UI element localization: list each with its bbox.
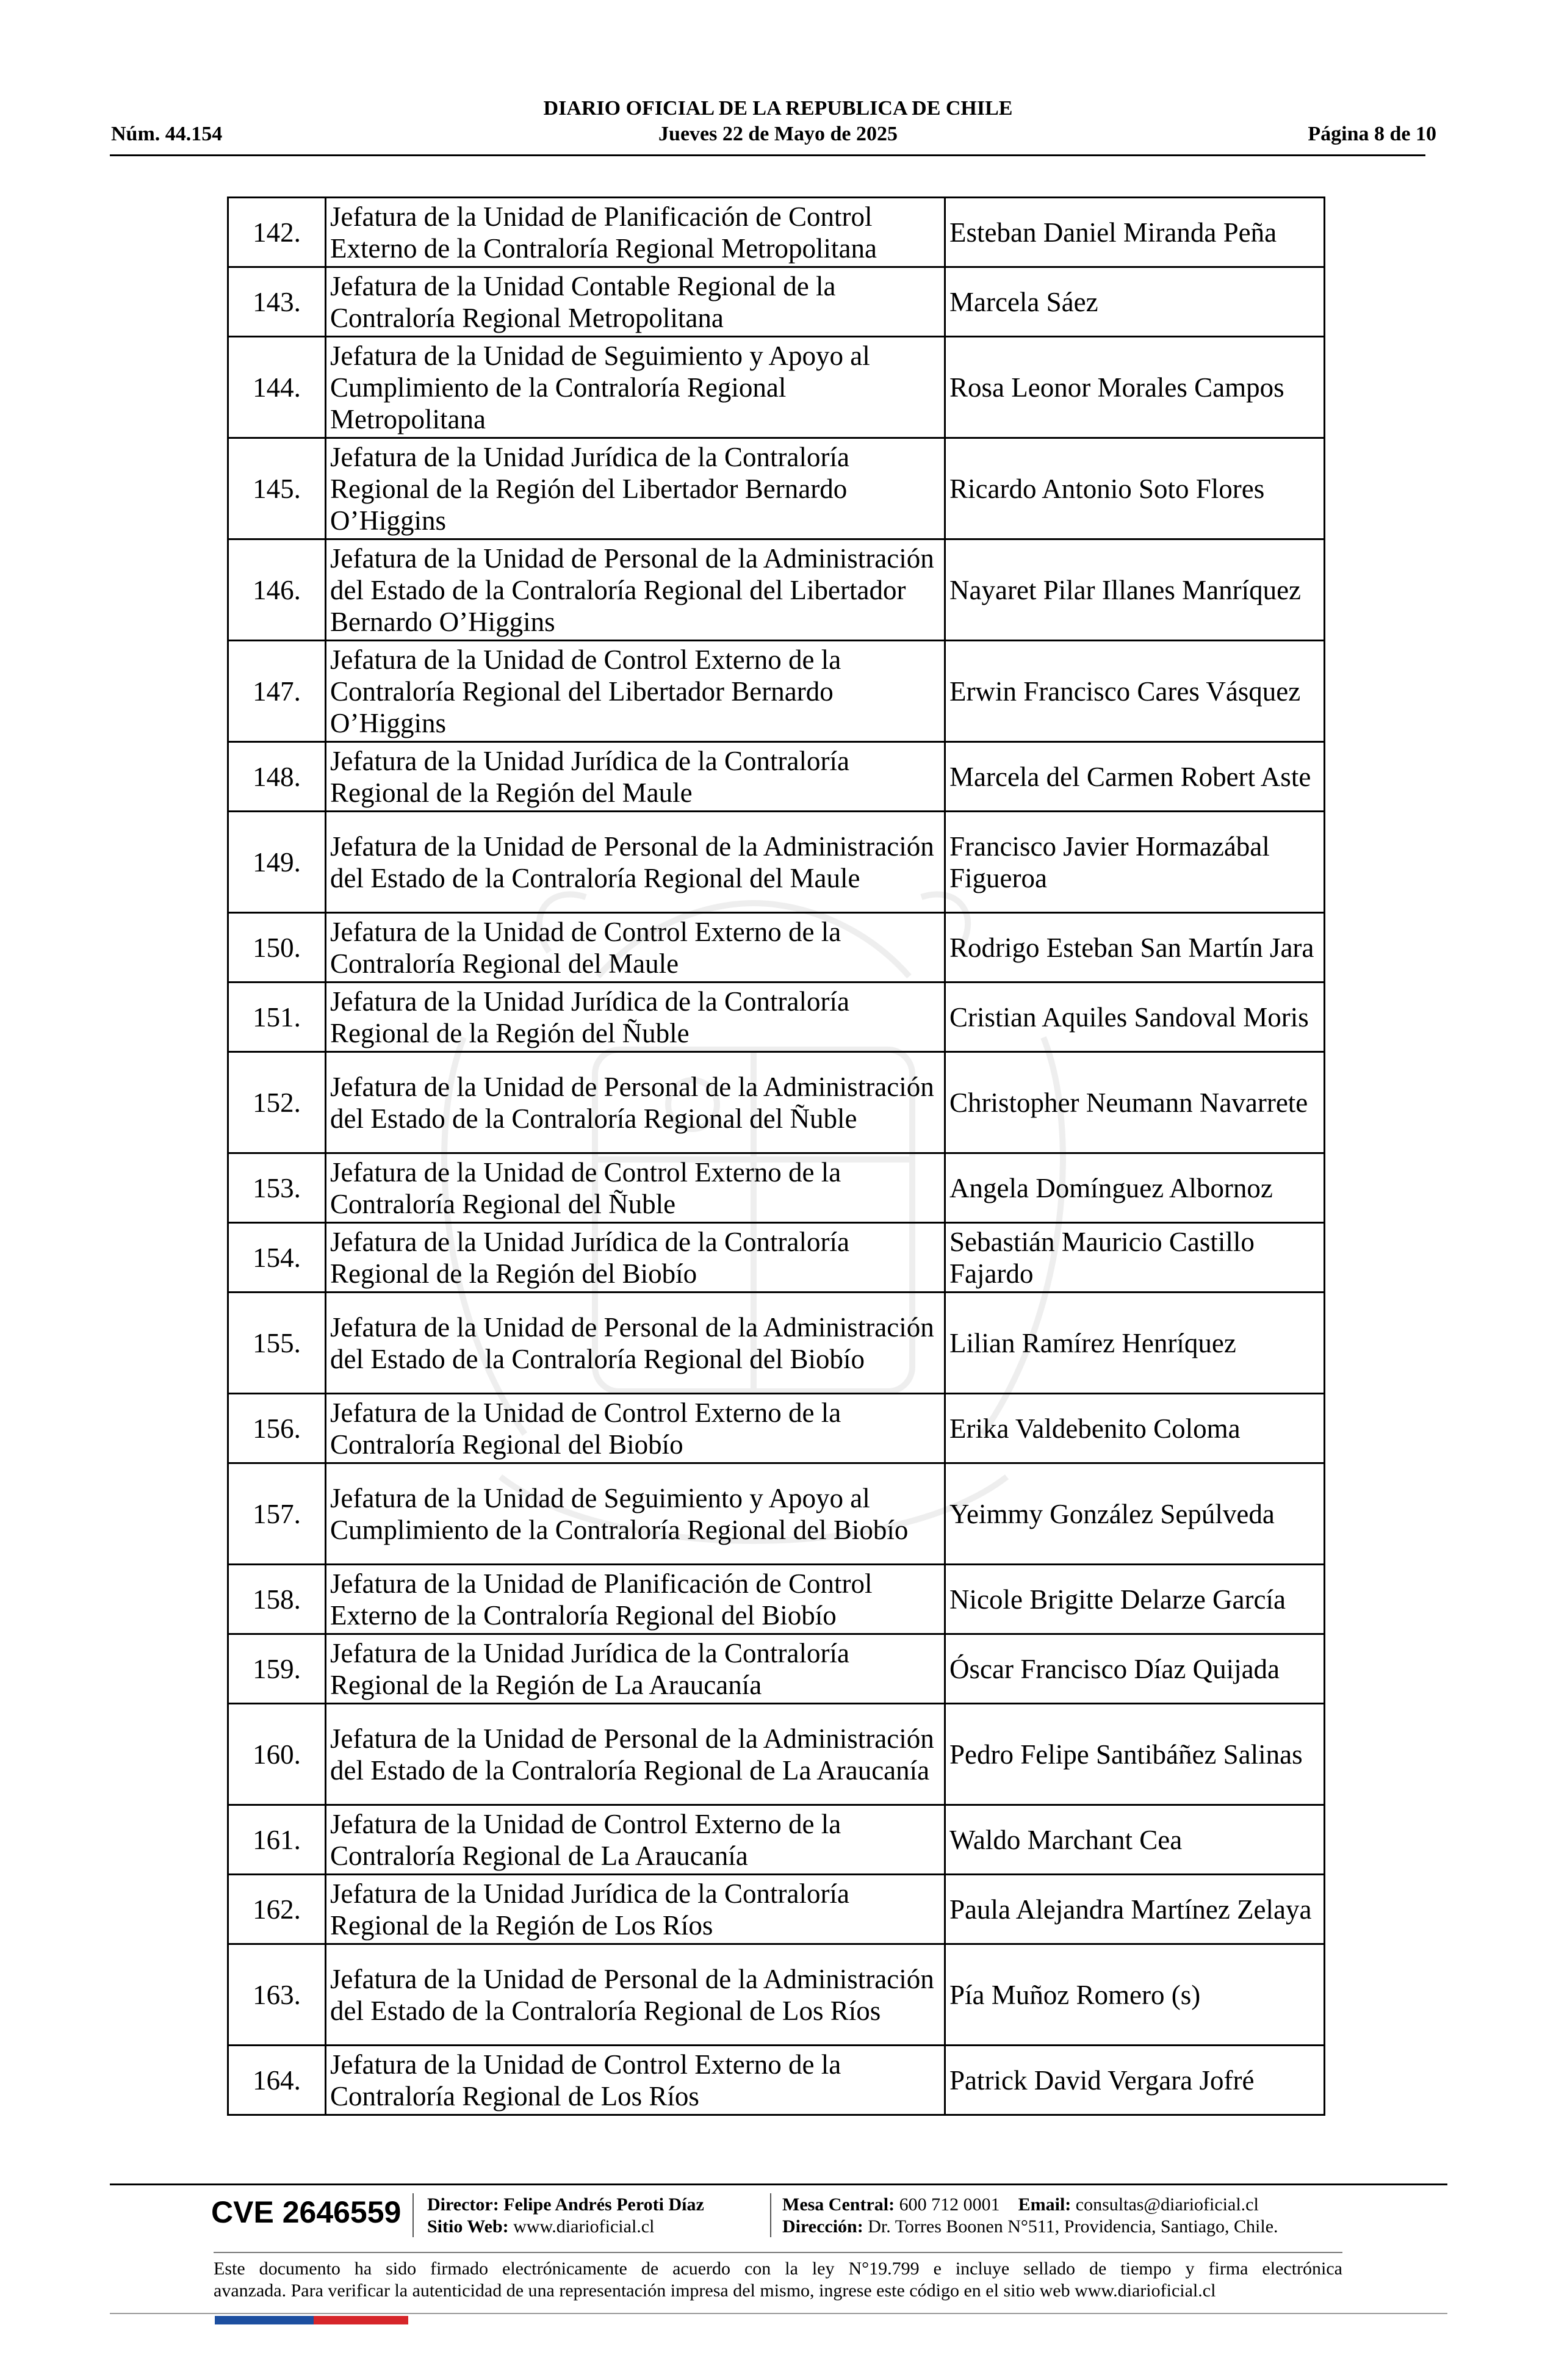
position-title: Jefatura de la Unidad de Personal de la Administración del Estado de la Contraloría Regional del Libertador Bernardo O’Higgins: [326, 539, 945, 641]
table-row: [228, 1293, 1325, 1394]
mesa-label: Mesa Central:: [782, 2194, 895, 2215]
table-row: [228, 983, 1325, 1052]
director-label: Director:: [427, 2194, 499, 2215]
appointee-name: Sebastián Mauricio Castillo Fajardo: [945, 1223, 1325, 1293]
row-number: 159.: [228, 1634, 326, 1704]
email-label: Email:: [1018, 2194, 1072, 2215]
position-title: Jefatura de la Unidad de Planificación de Control Externo de la Contraloría Regional Metropolitana: [326, 198, 945, 267]
contact-line: [782, 2194, 1259, 2216]
row-number: 149.: [228, 812, 326, 913]
position-title: Jefatura de la Unidad de Personal de la Administración del Estado de la Contraloría Regional del Biobío: [326, 1293, 945, 1394]
row-number: 152.: [228, 1052, 326, 1153]
appointee-name: Erika Valdebenito Coloma: [945, 1394, 1325, 1463]
table-row: [228, 539, 1325, 641]
bottom-divider: [110, 2313, 1447, 2314]
position-title: Jefatura de la Unidad Jurídica de la Contraloría Regional de la Región del Maule: [326, 742, 945, 812]
table-row: [228, 1463, 1325, 1565]
row-number: 160.: [228, 1704, 326, 1805]
appointee-name: Christopher Neumann Navarrete: [945, 1052, 1325, 1153]
row-number: 164.: [228, 2046, 326, 2115]
flag-stripe-red: [314, 2316, 408, 2324]
director-name: Felipe Andrés Peroti Díaz: [503, 2194, 704, 2215]
appointee-name: Pía Muñoz Romero (s): [945, 1944, 1325, 2046]
footer-separator: [770, 2193, 771, 2237]
table-row: [228, 438, 1325, 539]
table-row: [228, 337, 1325, 438]
table-row: [228, 641, 1325, 742]
row-number: 162.: [228, 1875, 326, 1944]
row-number: 151.: [228, 983, 326, 1052]
appointee-name: Waldo Marchant Cea: [945, 1805, 1325, 1875]
director-line: [427, 2194, 704, 2216]
position-title: Jefatura de la Unidad Jurídica de la Contraloría Regional de la Región del Biobío: [326, 1223, 945, 1293]
row-number: 147.: [228, 641, 326, 742]
appointee-name: Esteban Daniel Miranda Peña: [945, 198, 1325, 267]
position-title: Jefatura de la Unidad de Seguimiento y Apoyo al Cumplimiento de la Contraloría Regional Metropolitana: [326, 337, 945, 438]
row-number: 154.: [228, 1223, 326, 1293]
appointee-name: Ricardo Antonio Soto Flores: [945, 438, 1325, 539]
appointee-name: Patrick David Vergara Jofré: [945, 2046, 1325, 2115]
header-divider: [110, 154, 1425, 156]
cve-code: CVE 2646559: [211, 2195, 402, 2229]
address-line: [782, 2216, 1278, 2238]
row-number: 150.: [228, 913, 326, 983]
position-title: Jefatura de la Unidad de Control Externo de la Contraloría Regional del Maule: [326, 913, 945, 983]
page-number: Página 8 de 10: [1308, 123, 1436, 145]
website-label: Sitio Web:: [427, 2216, 509, 2237]
position-title: Jefatura de la Unidad de Control Externo de la Contraloría Regional del Biobío: [326, 1394, 945, 1463]
row-number: 153.: [228, 1153, 326, 1223]
position-title: Jefatura de la Unidad de Planificación de Control Externo de la Contraloría Regional del Biobío: [326, 1565, 945, 1634]
appointee-name: Marcela Sáez: [945, 267, 1325, 337]
table-row: [228, 1565, 1325, 1634]
row-number: 156.: [228, 1394, 326, 1463]
appointee-name: Nayaret Pilar Illanes Manríquez: [945, 539, 1325, 641]
position-title: Jefatura de la Unidad de Personal de la Administración del Estado de la Contraloría Regional del Maule: [326, 812, 945, 913]
position-title: Jefatura de la Unidad de Control Externo de la Contraloría Regional del Ñuble: [326, 1153, 945, 1223]
appointee-name: Rosa Leonor Morales Campos: [945, 337, 1325, 438]
table-row: [228, 913, 1325, 983]
table-row: [228, 742, 1325, 812]
row-number: 163.: [228, 1944, 326, 2046]
position-title: Jefatura de la Unidad Jurídica de la Contraloría Regional de la Región del Libertador Bernardo O’Higgins: [326, 438, 945, 539]
appointments-table: [227, 197, 1325, 2116]
table-row: [228, 1052, 1325, 1153]
footer-thin-divider: [214, 2252, 1342, 2253]
appointee-name: Yeimmy González Sepúlveda: [945, 1463, 1325, 1565]
address-value: Dr. Torres Boonen N°511, Providencia, Santiago, Chile.: [868, 2216, 1278, 2237]
position-title: Jefatura de la Unidad de Control Externo de la Contraloría Regional de La Araucanía: [326, 1805, 945, 1875]
table-row: [228, 2046, 1325, 2115]
appointee-name: Cristian Aquiles Sandoval Moris: [945, 983, 1325, 1052]
row-number: 161.: [228, 1805, 326, 1875]
website-link[interactable]: www.diarioficial.cl: [513, 2216, 655, 2237]
position-title: Jefatura de la Unidad de Personal de la Administración del Estado de la Contraloría Regional de Los Ríos: [326, 1944, 945, 2046]
table-row: [228, 1394, 1325, 1463]
table-row: [228, 267, 1325, 337]
flag-stripe-blue: [215, 2316, 314, 2324]
appointee-name: Lilian Ramírez Henríquez: [945, 1293, 1325, 1394]
table-row: [228, 1944, 1325, 2046]
row-number: 155.: [228, 1293, 326, 1394]
legal-notice-line-1: Este documento ha sido firmado electrónicamente de acuerdo con la ley N°19.799 e incluye sellado de tiempo y firma electrónica: [214, 2259, 1342, 2279]
footer-divider: [110, 2183, 1447, 2185]
appointee-name: Nicole Brigitte Delarze García: [945, 1565, 1325, 1634]
position-title: Jefatura de la Unidad Contable Regional de la Contraloría Regional Metropolitana: [326, 267, 945, 337]
position-title: Jefatura de la Unidad de Seguimiento y Apoyo al Cumplimiento de la Contraloría Regional del Biobío: [326, 1463, 945, 1565]
position-title: Jefatura de la Unidad de Personal de la Administración del Estado de la Contraloría Regional de La Araucanía: [326, 1704, 945, 1805]
table-row: [228, 1704, 1325, 1805]
row-number: 158.: [228, 1565, 326, 1634]
row-number: 145.: [228, 438, 326, 539]
appointee-name: Óscar Francisco Díaz Quijada: [945, 1634, 1325, 1704]
row-number: 142.: [228, 198, 326, 267]
table-row: [228, 1634, 1325, 1704]
website-line: [427, 2216, 654, 2238]
position-title: Jefatura de la Unidad Jurídica de la Contraloría Regional de la Región de Los Ríos: [326, 1875, 945, 1944]
table-row: [228, 198, 1325, 267]
position-title: Jefatura de la Unidad de Control Externo de la Contraloría Regional de Los Ríos: [326, 2046, 945, 2115]
footer-separator: [412, 2193, 414, 2237]
row-number: 143.: [228, 267, 326, 337]
address-label: Dirección:: [782, 2216, 863, 2237]
appointee-name: Angela Domínguez Albornoz: [945, 1153, 1325, 1223]
row-number: 146.: [228, 539, 326, 641]
table-row: [228, 1875, 1325, 1944]
issue-date: Jueves 22 de Mayo de 2025: [658, 123, 898, 145]
position-title: Jefatura de la Unidad Jurídica de la Contraloría Regional de la Región del Ñuble: [326, 983, 945, 1052]
issue-number: Núm. 44.154: [111, 123, 223, 145]
position-title: Jefatura de la Unidad de Control Externo de la Contraloría Regional del Libertador Bernardo O’Higgins: [326, 641, 945, 742]
table-row: [228, 1805, 1325, 1875]
appointee-name: Pedro Felipe Santibáñez Salinas: [945, 1704, 1325, 1805]
appointee-name: Francisco Javier Hormazábal Figueroa: [945, 812, 1325, 913]
appointee-name: Paula Alejandra Martínez Zelaya: [945, 1875, 1325, 1944]
table-row: [228, 812, 1325, 913]
appointee-name: Rodrigo Esteban San Martín Jara: [945, 913, 1325, 983]
row-number: 157.: [228, 1463, 326, 1565]
legal-notice-line-2: avanzada. Para verificar la autenticidad de una representación impresa del mismo, ingrese este código en el sitio web www.diarioficial.cl: [214, 2281, 1216, 2301]
position-title: Jefatura de la Unidad de Personal de la Administración del Estado de la Contraloría Regional del Ñuble: [326, 1052, 945, 1153]
position-title: Jefatura de la Unidad Jurídica de la Contraloría Regional de la Región de La Araucanía: [326, 1634, 945, 1704]
table-row: [228, 1153, 1325, 1223]
appointee-name: Marcela del Carmen Robert Aste: [945, 742, 1325, 812]
row-number: 148.: [228, 742, 326, 812]
appointee-name: Erwin Francisco Cares Vásquez: [945, 641, 1325, 742]
email-link[interactable]: consultas@diarioficial.cl: [1075, 2194, 1259, 2215]
row-number: 144.: [228, 337, 326, 438]
table-row: [228, 1223, 1325, 1293]
newspaper-title: DIARIO OFICIAL DE LA REPUBLICA DE CHILE: [543, 97, 1013, 120]
mesa-value: 600 712 0001: [899, 2194, 1000, 2215]
